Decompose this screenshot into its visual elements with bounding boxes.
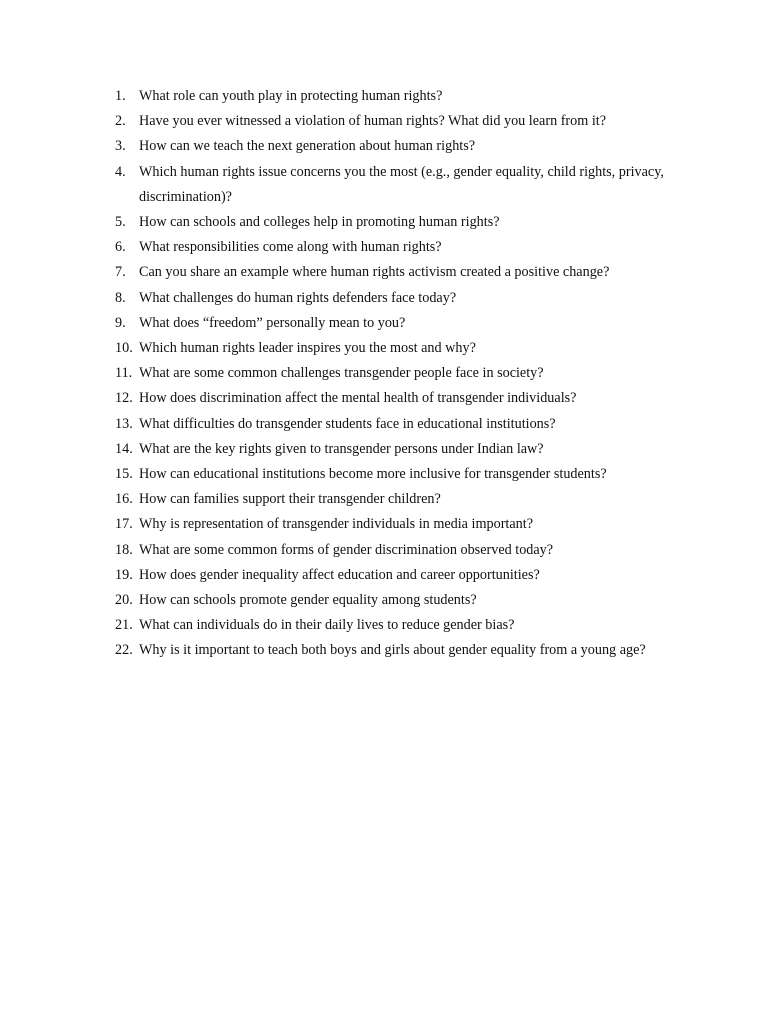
item-text: Have you ever witnessed a violation of human rights? What did you learn from it? — [139, 113, 607, 130]
list-item — [115, 538, 675, 563]
item-number: 18. — [115, 541, 133, 558]
item-text: What difficulties do transgender students face in educational institutions? — [139, 415, 556, 432]
item-number: 15. — [115, 466, 133, 483]
item-text: How can educational institutions become more inclusive for transgender students? — [139, 466, 607, 483]
item-number: 1. — [115, 88, 126, 104]
item-number: 20. — [115, 592, 133, 609]
item-number: 22. — [115, 642, 133, 659]
item-text: What does “freedom” personally mean to you? — [139, 314, 406, 331]
item-text: Why is representation of transgender individuals in media important? — [139, 516, 533, 533]
list-item — [115, 563, 675, 588]
item-number: 5. — [115, 214, 126, 231]
list-item — [115, 160, 675, 210]
item-text: Can you share an example where human rights activism created a positive change? — [139, 264, 610, 281]
list-item — [115, 462, 675, 487]
item-number: 11. — [115, 365, 133, 382]
question-list — [115, 84, 675, 664]
item-text: What are the key rights given to transgender persons under Indian law? — [139, 440, 544, 457]
item-text: How does discrimination affect the mental health of transgender individuals? — [139, 390, 577, 407]
item-number: 9. — [115, 314, 126, 331]
list-item — [115, 286, 675, 311]
list-item — [115, 386, 675, 411]
item-text: What role can youth play in protecting human rights? — [139, 88, 443, 104]
item-text: What can individuals do in their daily lives to reduce gender bias? — [139, 617, 515, 634]
item-text: Why is it important to teach both boys and girls about gender equality from a young age? — [139, 642, 646, 659]
list-item — [115, 84, 675, 109]
item-number: 7. — [115, 264, 126, 281]
list-item — [115, 613, 675, 638]
list-item — [115, 512, 675, 537]
list-item — [115, 210, 675, 235]
list-item — [115, 311, 675, 336]
list-item — [115, 361, 675, 386]
item-text: How can schools promote gender equality among students? — [139, 592, 477, 609]
list-item — [115, 134, 675, 159]
list-item — [115, 437, 675, 462]
item-text: What are some common challenges transgender people face in society? — [139, 365, 544, 382]
item-number: 3. — [115, 138, 126, 155]
list-item — [115, 235, 675, 260]
item-number: 13. — [115, 415, 133, 432]
item-number: 2. — [115, 113, 126, 130]
item-text: What responsibilities come along with human rights? — [139, 239, 442, 256]
item-number: 14. — [115, 440, 133, 457]
item-text: How does gender inequality affect education and career opportunities? — [139, 566, 540, 583]
item-text: How can schools and colleges help in promoting human rights? — [139, 214, 500, 231]
list-item — [115, 487, 675, 512]
item-text: What challenges do human rights defenders face today? — [139, 289, 457, 306]
item-number: 17. — [115, 516, 133, 533]
list-item — [115, 260, 675, 285]
item-number: 4. — [115, 163, 126, 180]
item-number: 12. — [115, 390, 133, 407]
list-item — [115, 336, 675, 361]
item-number: 16. — [115, 491, 133, 508]
item-text: Which human rights leader inspires you the most and why? — [139, 340, 476, 357]
item-number: 6. — [115, 239, 126, 256]
item-text: How can families support their transgender children? — [139, 491, 441, 508]
item-number: 10. — [115, 340, 133, 357]
list-item — [115, 109, 675, 134]
item-number: 8. — [115, 289, 126, 306]
list-item — [115, 412, 675, 437]
item-text: How can we teach the next generation about human rights? — [139, 138, 476, 155]
item-number: 19. — [115, 566, 133, 583]
list-item — [115, 638, 675, 663]
item-text: What are some common forms of gender discrimination observed today? — [139, 541, 554, 558]
item-text: Which human rights issue concerns you the most (e.g., gender equality, child rights, privacy, discrimination)? — [139, 163, 664, 205]
item-number: 21. — [115, 617, 133, 634]
list-item — [115, 588, 675, 613]
